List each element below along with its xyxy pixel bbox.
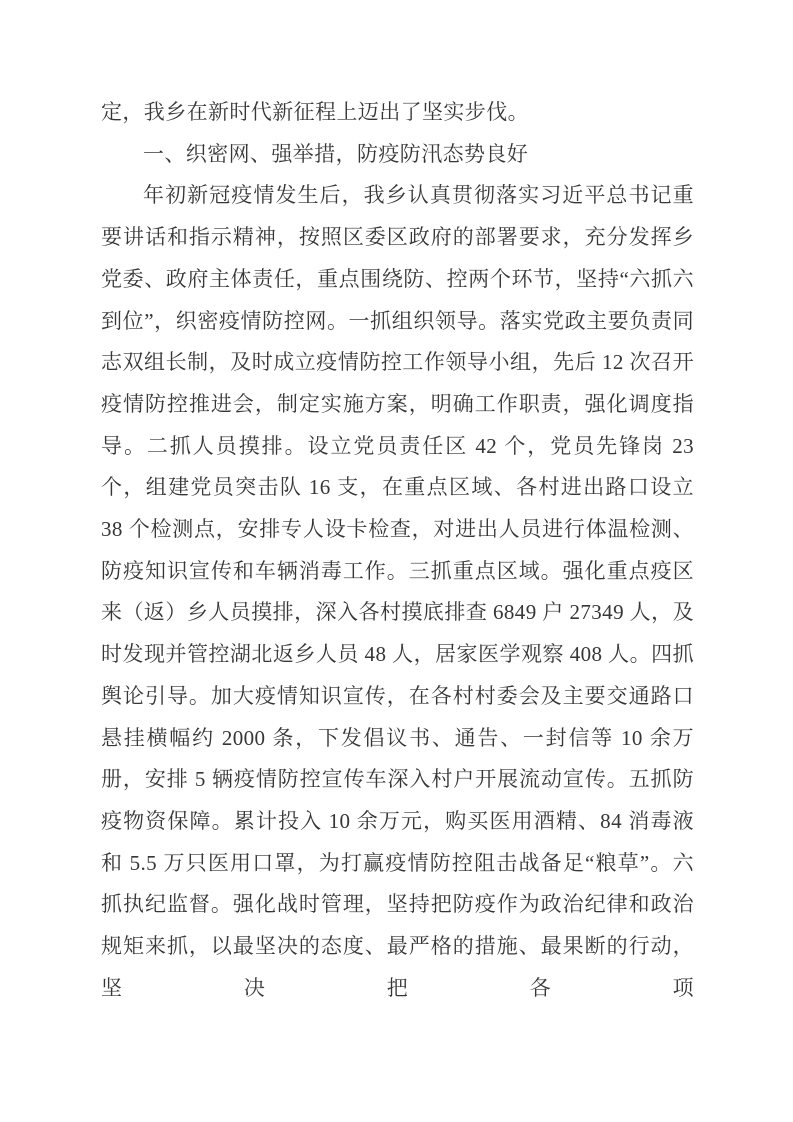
body-paragraph: 年初新冠疫情发生后，我乡认真贯彻落实习近平总书记重要讲话和指示精神，按照区委区政府的部署要求，充分发挥乡党委、政府主体责任，重点围绕防、控两个环节，坚持“六抓六到位”，织密疫情防控网。一抓组织领导。落实党政主要负责同志双组长制，及时成立疫情防控工作领导小组，先后 12 次召开疫情防控推进会，制定实施方案，明确工作职责，强化调度指导。二抓人员摸排。设立党员责任区 42 个，党员先锋岗 23 个，组建党员突击队 16 支，在重点区域、各村进出路口设立 38 个检测点，安排专人设卡检查，对进出人员进行体温检测、防疫知识宣传和车辆消毒工作。三抓重点区域。强化重点疫区来（返）乡人员摸排，深入各村摸底排查 6849 户 27349 人，及时发现并管控湖北返乡人员 48 人，居家医学观察 408 人。四抓舆论引导。加大疫情知识宣传，在各村村委会及主要交通路口悬挂横幅约 2000 条，下发倡议书、通告、一封信等 10 余万册，安排 5 辆疫情防控宣传车深入村户开展流动宣传。五抓防疫物资保障。累计投入 10 余万元，购买医用酒精、84 消毒液和 5.5 万只医用口罩，为打赢疫情防控阻击战备足“粮草”。六抓执纪监督。强化战时管理，坚持把防疫作为政治纪律和政治规矩来抓，以最坚决的态度、最严格的措施、最果断的行动，坚决把各项 [101,183,694,1000]
section-heading: 一、织密网、强举措，防疫防汛态势良好 [143,141,529,166]
paragraph-continuation: 定，我乡在新时代新征程上迈出了坚实步伐。 [101,100,529,124]
